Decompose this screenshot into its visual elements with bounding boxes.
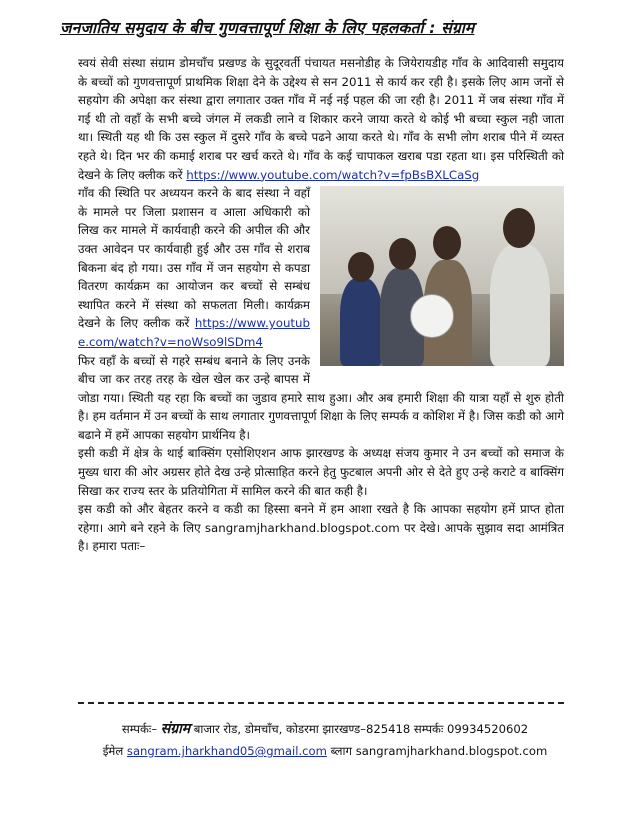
- paragraph-intro: [78, 54, 564, 184]
- contact-label: सम्पर्कः–: [121, 722, 158, 736]
- photo-man: [490, 244, 550, 366]
- page-title: जनजातिय समुदाय के बीच गुणवत्तापूर्ण शिक्षा के लिए पहलकर्ता : संग्राम: [60, 19, 475, 37]
- paragraph-action: [78, 184, 564, 351]
- paragraph-bonding: फिर वहाँ के बच्चों से गहरे सम्बंध बनाने के लिए उनके बीच जा कर तरह तरह के खेल खेल कर उन्हे बापस में जोडा गया। स्थिती यह रहा कि बच्चों का जुडाव हमारे साथ हुआ। और अब हमारी शिक्षा की यात्रा यहाँ से शुरु होती है। हम वर्तमान में उन बच्चों के साथ लगातार गुणवत्तापूर्ण शिक्षा के लिए सम्पर्क व कोशिश में है। जिस कडी को आगे बढाने में हमें आपका सहयोग प्रार्थनिय है।: [78, 353, 564, 442]
- phone-label: सम्पर्कः: [413, 722, 444, 736]
- footer-line-1: [70, 718, 580, 740]
- football: [410, 294, 454, 338]
- article-body: [78, 54, 564, 556]
- photo-child-1: [340, 278, 382, 366]
- footer-line-2: [70, 740, 580, 762]
- photo-child-1-head: [348, 252, 374, 282]
- youtube-link-1[interactable]: https://www.youtube.com/watch?v=fpBsBXLCaSg: [186, 167, 480, 182]
- email-label: ईमेल: [102, 744, 124, 758]
- address: बाजार रोड, डोमचाँच, कोडरमा झारखण्ड–825418: [193, 722, 411, 736]
- email-link[interactable]: sangram.jharkhand05@gmail.com: [126, 744, 327, 758]
- contact-footer: [70, 718, 580, 762]
- youtube-link-2[interactable]: https://www.youtube.com/watch?v=noWso9lSDm4: [78, 316, 311, 349]
- photo-man-head: [503, 208, 535, 248]
- paragraph-appeal: इस कडी को और बेहतर करने व कडी का हिस्सा बनने में हम आशा रखते है कि आपका सहयोग हमें प्राप्त होता रहेगा। आगे बने रहने के लिए sangramjharkhand.blogspot.com पर देखे। आपके सुझाव सदा आमंत्रित है। हमारा पताः–: [78, 502, 564, 554]
- blog-url[interactable]: sangramjharkhand.blogspot.com: [355, 744, 548, 758]
- photo-child-3-head: [433, 226, 461, 260]
- paragraph-boxing: इसी कडी में क्षेत्र के थाई बाक्सिंग एसोशिएशन आफ झारखण्ड के अध्यक्ष संजय कुमार ने उन बच्चों को समाज के मुख्य धारा की ओर अग्रसर होते देख उन्हे प्रोत्साहित करने हेतु फुटबाल अपनी ओर से देते हुए उन्हे कराटे व बाक्सिंग सिखा कर राज्य स्तर के प्रतियोगिता में सामिल करने की बात कही है।: [78, 446, 564, 498]
- footer-divider: [78, 702, 564, 704]
- children-group-photo: [320, 186, 564, 366]
- photo-child-2-head: [389, 238, 416, 270]
- paragraph-action-text: गाँव की स्थिति पर अध्ययन करने के बाद संस्था ने वहाँ के मामले पर जिला प्रशासन व आला अधिकारी को लिख कर मामले में कार्यवाही करने की अपील की और उक्त आवेदन पर कार्यवाही हुई और उस गाँव से शराब बिकना बंद हो गया। उस गाँव में जन सहयोग से कपडा वितरण कार्यक्रम का आयोजन कर बच्चों से सम्बंध स्थापित करने में संस्था को सफलता मिली। कार्यक्रम देखने के लिए क्लीक करें: [78, 186, 310, 331]
- paragraph-intro-text: स्वयं सेवी संस्था संग्राम डोमचाँच प्रखण्ड के सुदूरवर्ती पंचायत मसनोडीह के जियेरायडीह गाँव के आदिवासी समुदाय के बच्चों को गुणवत्तापूर्ण प्राथमिक शिक्षा देने के उद्देश्य से सन 2011 से कार्य कर रही है। इसके लिए आम जनों से सहयोग की अपेक्षा कर संस्था द्वारा लगातार उक्त गाँव में नई नई पहल की जा रही है। 2011 में जब संस्था गाँव में गई थी तो वहाँ के सभी बच्चे जंगल में लकडी लाने व शिकार करने जाया करते थे कोई भी बच्चा स्कुल नही जाता था। स्थिती यह थी कि उस स्कुल में दुसरे गाँव के बच्चे पढने आया करते थे। गाँव के सभी लोग शराब पीने में व्यस्त रहते थे। दिन भर की कमाई शराब पर खर्च करते थे। गाँव के कई चापाकल खराब पडा रहता था। इस परिस्थिती को देखने के लिए क्लीक करें: [78, 56, 564, 182]
- phone-number: 09934520602: [446, 722, 529, 736]
- org-name: संग्राम: [160, 721, 191, 737]
- blog-label: ब्लाग: [330, 744, 353, 758]
